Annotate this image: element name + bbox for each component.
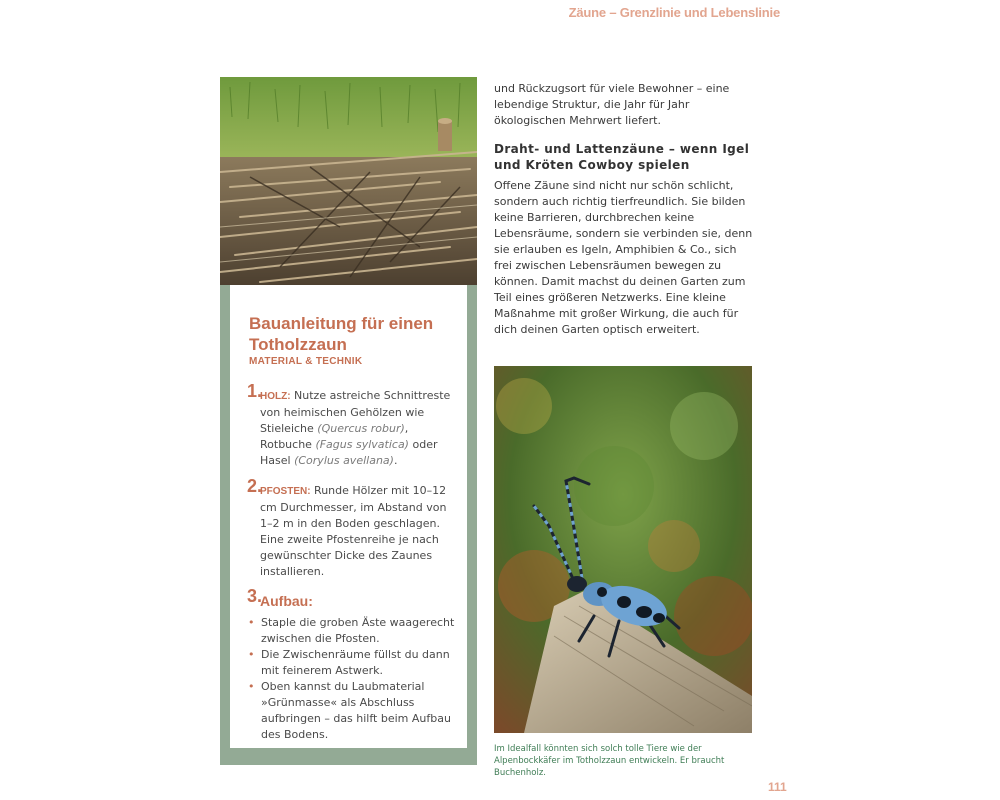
step-text: . bbox=[393, 454, 398, 467]
step-number: 2. bbox=[247, 476, 263, 496]
alpine-longhorn-beetle-photo bbox=[494, 366, 752, 733]
latin-name: (Fagus sylvatica) bbox=[315, 438, 409, 451]
list-item: • Staple die groben Äste waagerecht zwischen die Pfosten. bbox=[247, 615, 459, 647]
instruction-box-panel bbox=[230, 285, 467, 748]
page-number: 111 bbox=[768, 780, 787, 794]
photo-caption: Im Idealfall könnten sich solch tolle Tiere wie der Alpenbockkäfer im Totholzzaun entwickeln. Er braucht Buchenholz. bbox=[494, 744, 725, 778]
step-keyword: HOLZ: bbox=[260, 391, 291, 402]
step-construction bbox=[247, 586, 459, 743]
step-number: 3. bbox=[247, 586, 263, 606]
step-text: Runde Hölzer mit 10–12 cm Durchmesser, im Abstand von 1–2 m in den Boden geschlagen. Eine zweite Pfostenreihe je nach gewünschter Dicke des Zaunes installieren. bbox=[260, 484, 447, 578]
latin-name: (Quercus robur) bbox=[317, 422, 405, 435]
section-heading: Draht- und Lattenzäune – wenn Igel und Kröten Cowboy spielen bbox=[494, 142, 750, 172]
intro-paragraph: und Rückzugsort für viele Bewohner – eine lebendige Struktur, die Jahr für Jahr ökologischen Mehrwert liefert. bbox=[494, 82, 730, 127]
section-body: Offene Zäune sind nicht nur schön schlicht, sondern auch richtig tierfreundlich. Sie bilden keine Barrieren, durchbrechen keine Lebensräume, sondern sie verbinden sie, denn sie erlauben es Igeln, Amphibien & Co., sich frei zwischen Lebensräumen bewegen zu können. Damit machst du deinen Garten zum Teil eines größeren Netzwerks. Eine kleine Maßnahme mit großer Wirkung, die auch für dich deinen Garten optisch erweitert. bbox=[494, 179, 753, 336]
instruction-box-subtitle: MATERIAL & TECHNIK bbox=[249, 356, 363, 367]
construction-list bbox=[260, 615, 459, 743]
step-number: 1. bbox=[247, 381, 263, 401]
step-wood bbox=[247, 381, 459, 469]
instruction-box-title: Bauanleitung für einen Totholzzaun bbox=[249, 314, 434, 354]
step-text: , Rotbuche bbox=[260, 422, 409, 451]
step-posts bbox=[247, 476, 459, 580]
instruction-box bbox=[220, 285, 477, 765]
list-item: • Die Zwischenräume füllst du dann mit feinerem Astwerk. bbox=[247, 647, 459, 679]
running-head: Zäune – Grenzlinie und Lebenslinie bbox=[568, 5, 780, 20]
list-item: • Oben kannst du Laubmaterial »Grünmasse« als Abschluss aufbringen – das hilft beim Aufbau des Bodens. bbox=[247, 679, 459, 743]
latin-name: (Corylus avellana) bbox=[294, 454, 394, 467]
deadwood-fence-photo bbox=[220, 77, 477, 285]
step-text: oder Hasel bbox=[260, 438, 438, 467]
step-heading: Aufbau: bbox=[260, 593, 313, 609]
step-text: Nutze astreiche Schnittreste von heimischen Gehölzen wie Stieleiche bbox=[260, 389, 451, 435]
step-keyword: PFOSTEN: bbox=[260, 486, 311, 497]
